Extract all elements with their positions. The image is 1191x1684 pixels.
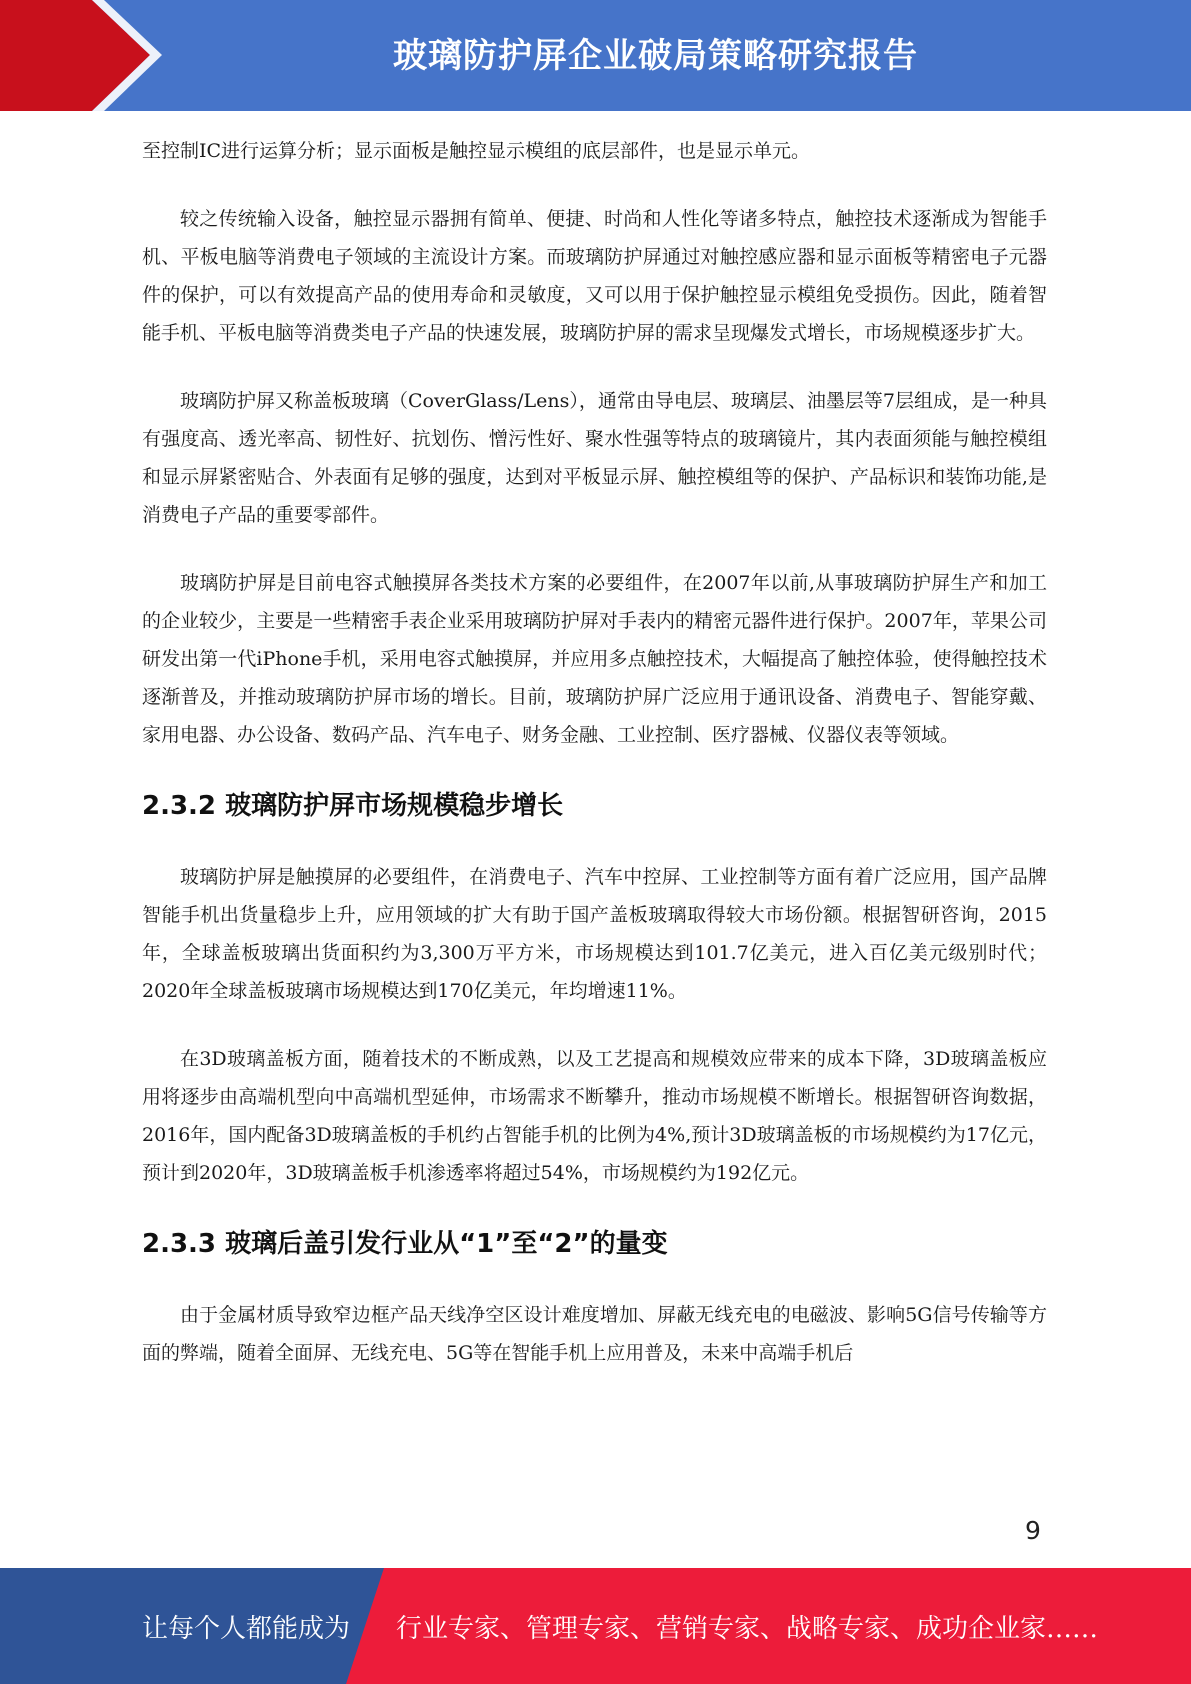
page-header <box>0 0 1191 111</box>
paragraph: 至控制IC进行运算分析；显示面板是触控显示模组的底层部件，也是显示单元。 <box>142 140 811 162</box>
page-number: 9 <box>1025 1516 1041 1545</box>
section-heading: 2.3.3 玻璃后盖引发行业从“1”至“2”的量变 <box>142 1229 668 1259</box>
paragraph: 玻璃防护屏是目前电容式触摸屏各类技术方案的必要组件，在2007年以前,从事玻璃防护屏生产和加工的企业较少，主要是一些精密手表企业采用玻璃防护屏对手表内的精密元器件进行保护。2007年，苹果公司研发出第一代iPhone手机，采用电容式触摸屏，并应用多点触控技术，大幅提高了触控体验，使得触控技术逐渐普及，并推动玻璃防护屏市场的增长。目前，玻璃防护屏广泛应用于通讯设备、消费电子、智能穿戴、家用电器、办公设备、数码产品、汽车电子、财务金融、工业控制、医疗器械、仪器仪表等领域。 <box>142 572 1047 746</box>
paragraph: 在3D玻璃盖板方面，随着技术的不断成熟，以及工艺提高和规模效应带来的成本下降，3D玻璃盖板应用将逐步由高端机型向中高端机型延伸，市场需求不断攀升，推动市场规模不断增长。根据智研咨询数据，2016年，国内配备3D玻璃盖板的手机约占智能手机的比例为4%,预计3D玻璃盖板的市场规模约为17亿元，预计到2020年，3D玻璃盖板手机渗透率将超过54%，市场规模约为192亿元。 <box>142 1048 1047 1184</box>
page-content <box>142 132 1047 1372</box>
paragraph: 由于金属材质导致窄边框产品天线净空区设计难度增加、屏蔽无线充电的电磁波、影响5G信号传输等方面的弊端，随着全面屏、无线充电、5G等在智能手机上应用普及，未来中高端手机后 <box>142 1304 1047 1364</box>
footer-slogan-left: 让每个人都能成为 <box>142 1613 351 1644</box>
report-title: 玻璃防护屏企业破局策略研究报告 <box>393 35 918 76</box>
paragraph: 较之传统输入设备，触控显示器拥有简单、便捷、时尚和人性化等诸多特点，触控技术逐渐成为智能手机、平板电脑等消费电子领域的主流设计方案。而玻璃防护屏通过对触控感应器和显示面板等精密电子元器件的保护，可以有效提高产品的使用寿命和灵敏度，又可以用于保护触控显示模组免受损伤。因此，随着智能手机、平板电脑等消费类电子产品的快速发展，玻璃防护屏的需求呈现爆发式增长，市场规模逐步扩大。 <box>142 208 1047 344</box>
page-footer <box>0 1568 1191 1684</box>
footer-slogan-right: 行业专家、管理专家、营销专家、战略专家、成功企业家…… <box>396 1613 1099 1644</box>
section-heading: 2.3.2 玻璃防护屏市场规模稳步增长 <box>142 791 564 821</box>
paragraph: 玻璃防护屏是触摸屏的必要组件，在消费电子、汽车中控屏、工业控制等方面有着广泛应用，国产品牌智能手机出货量稳步上升，应用领域的扩大有助于国产盖板玻璃取得较大市场份额。根据智研咨询，2015年，全球盖板玻璃出货面积约为3,300万平方米，市场规模达到101.7亿美元，进入百亿美元级别时代；2020年全球盖板玻璃市场规模达到170亿美元，年均增速11%。 <box>142 866 1047 1002</box>
paragraph: 玻璃防护屏又称盖板玻璃（CoverGlass/Lens），通常由导电层、玻璃层、油墨层等7层组成，是一种具有强度高、透光率高、韧性好、抗划伤、憎污性好、聚水性强等特点的玻璃镜片，其内表面须能与触控模组和显示屏紧密贴合、外表面有足够的强度，达到对平板显示屏、触控模组等的保护、产品标识和装饰功能,是消费电子产品的重要零部件。 <box>142 390 1047 526</box>
